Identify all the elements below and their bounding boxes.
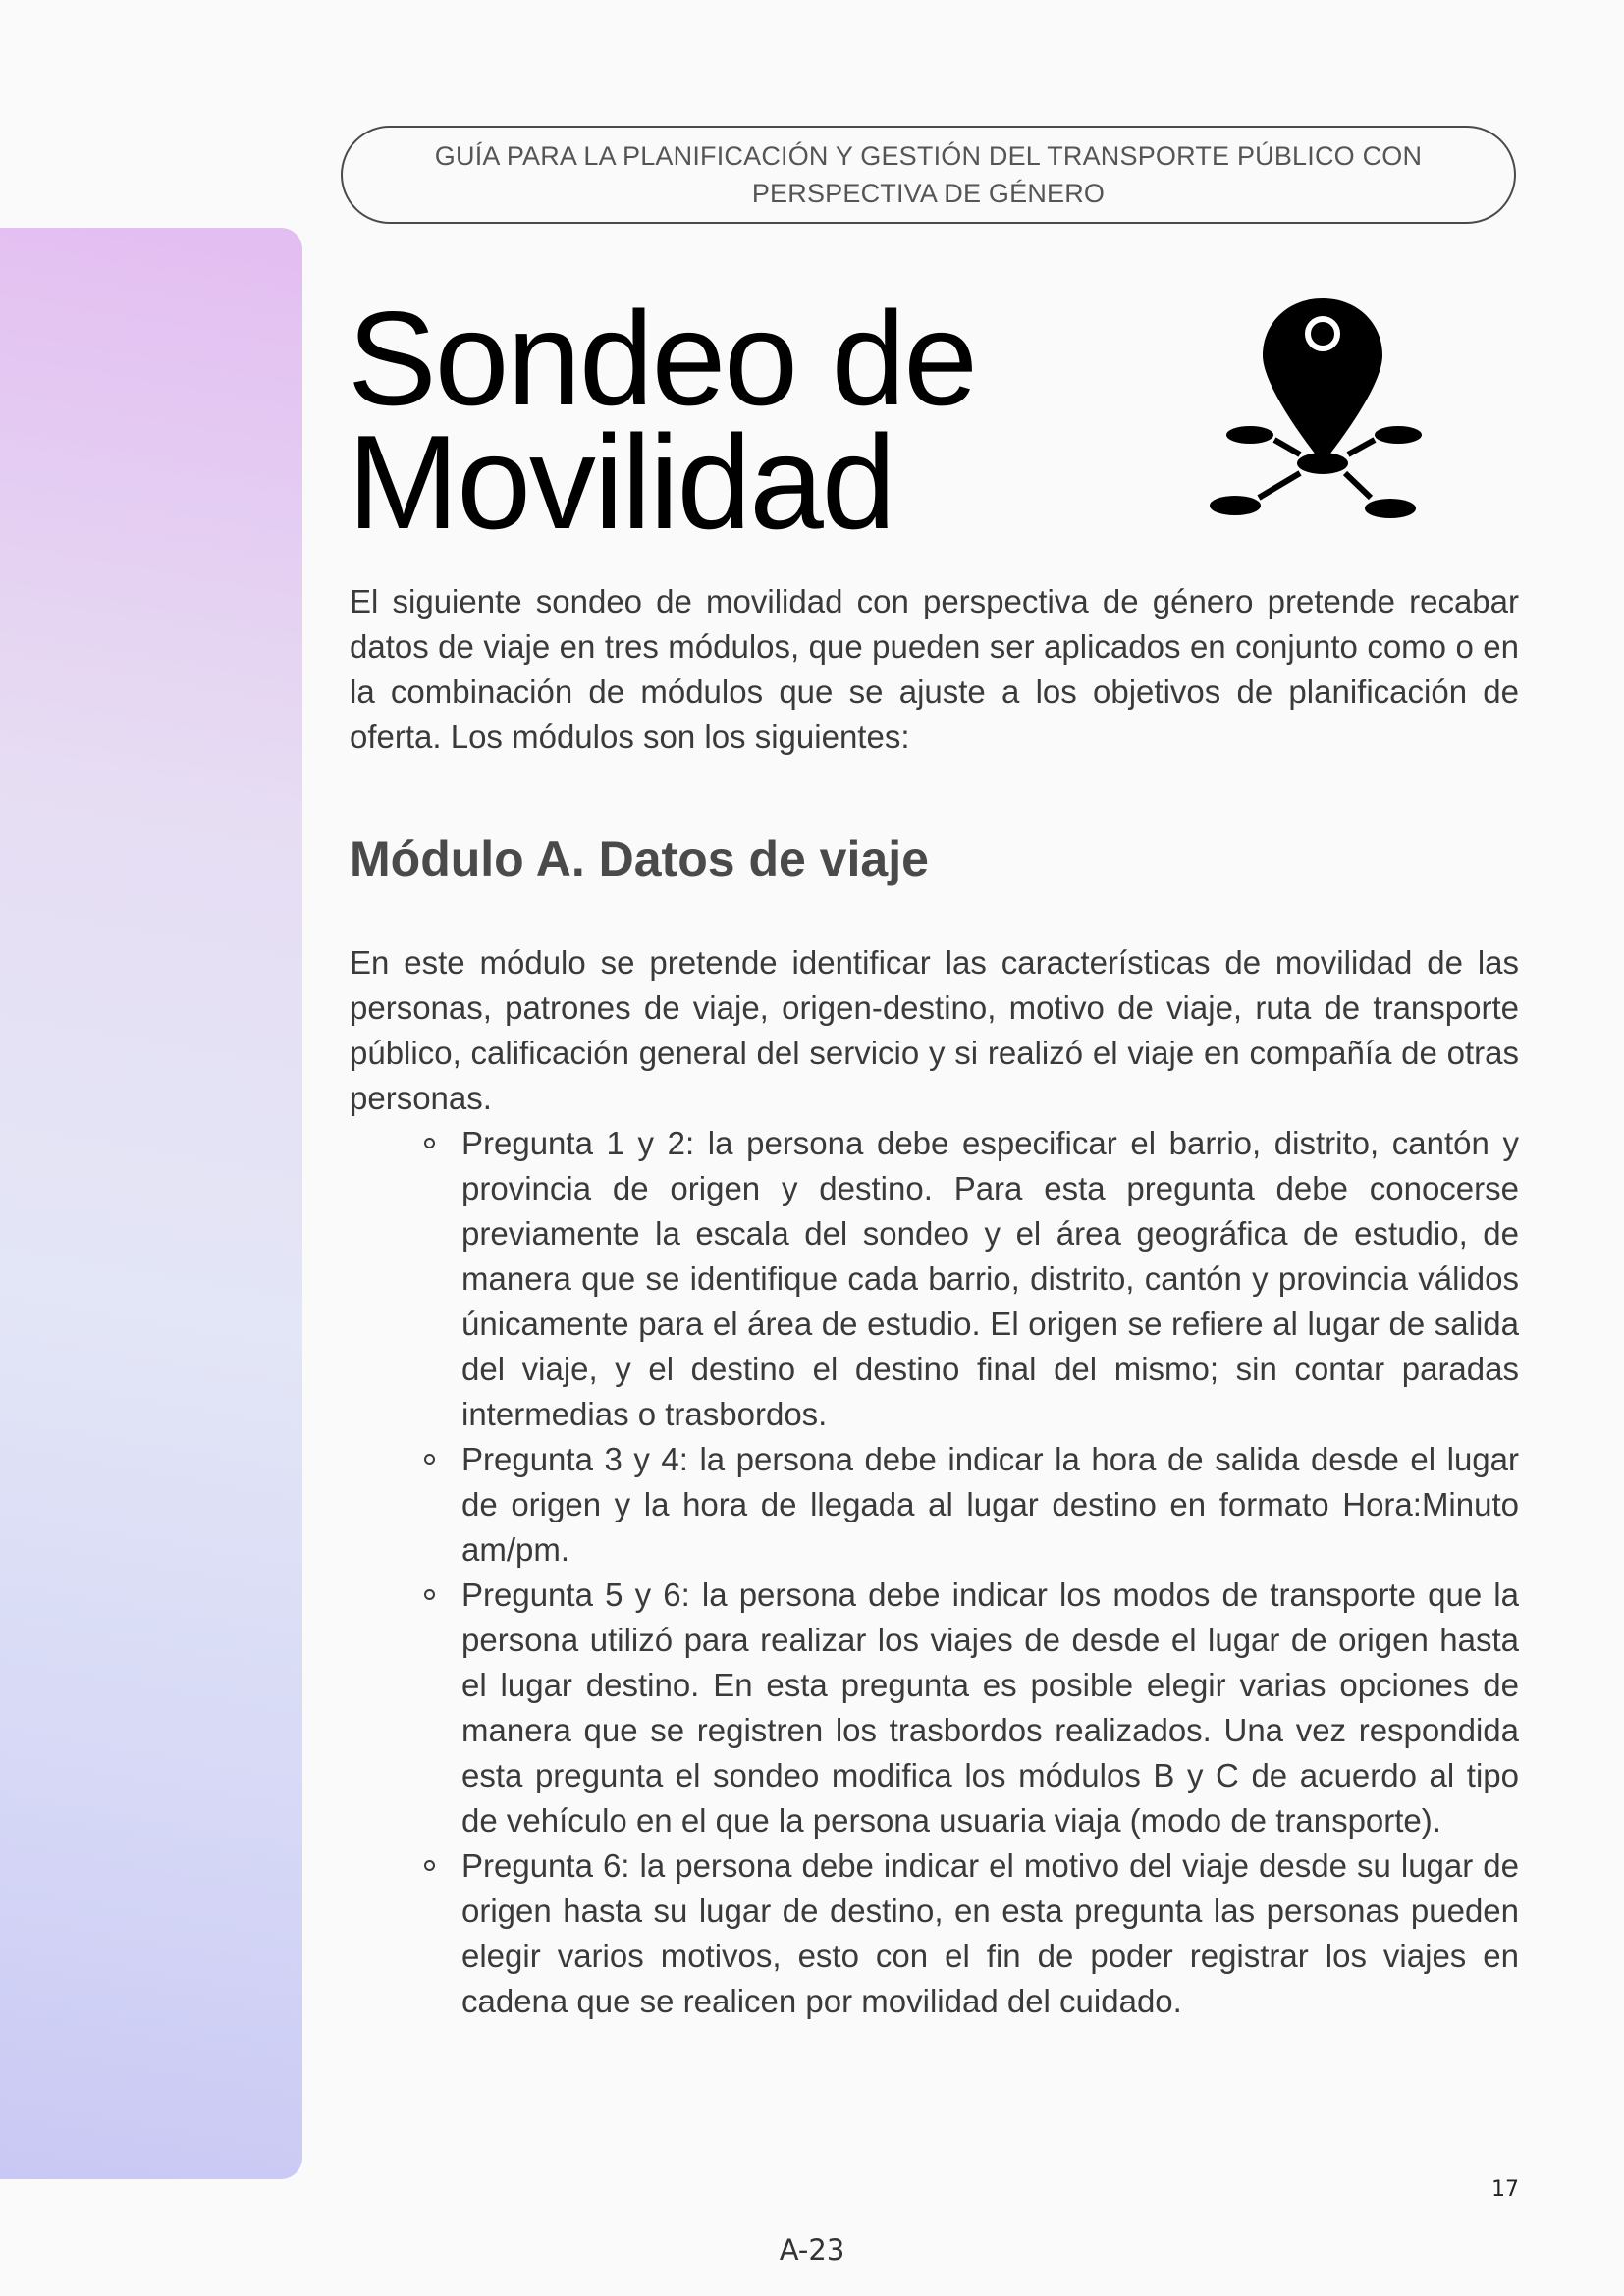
module-a-heading: Módulo A. Datos de viaje xyxy=(350,831,929,886)
list-item-text: Pregunta 6: la persona debe indicar el motivo del viaje desde su lugar de origen hasta su lugar de destino, en esta pregunta las personas pueden elegir varios motivos, esto con el fin de poder registrar los viajes en cadena que se realicen por movilidad del cuidado. xyxy=(461,1847,1519,2019)
list-item-text: Pregunta 5 y 6: la persona debe indicar los modos de transporte que la persona utilizó para realizar los viajes de desde el lugar de origen hasta el lugar destino. En esta pregunta es posible elegir varias opciones de manera que se registren los trasbordos realizados. Una vez respondida esta pregunta el sondeo modifica los módulos B y C de acuerdo al tipo de vehículo en el que la persona usuaria viaja (modo de transporte). xyxy=(461,1576,1519,1839)
list-item-text: Pregunta 3 y 4: la persona debe indicar la hora de salida desde el lugar de origen y la hora de llegada al lugar destino en formato Hora:Minuto am/pm. xyxy=(461,1441,1519,1568)
list-item xyxy=(350,1573,1519,1843)
intro-paragraph: El siguiente sondeo de movilidad con perspectiva de género pretende recabar datos de viaje en tres módulos, que pueden ser aplicados en conjunto como o en la combinación de módulos que se ajuste a los objetivos de planificación de oferta. Los módulos son los siguientes: xyxy=(350,583,1519,755)
module-a-intro: En este módulo se pretende identificar las características de movilidad de las personas, patrones de viaje, origen-destino, motivo de viaje, ruta de transporte público, calificación general del servicio y si realizó el viaje en compañía de otras personas. xyxy=(350,944,1519,1116)
list-item xyxy=(350,1437,1519,1573)
list-item-text: Pregunta 1 y 2: la persona debe especificar el barrio, distrito, cantón y provincia de origen y destino. Para esta pregunta debe conocerse previamente la escala del sondeo y el área geográfica de estudio, de manera que se identifique cada barrio, distrito, cantón y provincia válidos únicamente para el área de estudio. El origen se refiere al lugar de salida del viaje, y el destino el destino final del mismo; sin contar paradas intermedias o trasbordos. xyxy=(461,1125,1519,1432)
page-title-line-1: Sondeo de xyxy=(348,284,976,433)
decorative-gradient-sidebar xyxy=(0,228,302,2179)
question-list xyxy=(350,1121,1519,2024)
guide-title: GUÍA PARA LA PLANIFICACIÓN Y GESTIÓN DEL TRANSPORTE PÚBLICO CON PERSPECTIVA DE GÉNERO xyxy=(434,141,1423,208)
footer-page-code: A-23 xyxy=(779,2233,845,2267)
page-number: 17 xyxy=(1491,2177,1519,2202)
circle-bullet-icon xyxy=(424,1860,435,1871)
circle-bullet-icon xyxy=(424,1589,435,1600)
map-location-network-icon xyxy=(1208,294,1438,525)
list-item xyxy=(350,1843,1519,2024)
circle-bullet-icon xyxy=(424,1138,435,1148)
circle-bullet-icon xyxy=(424,1454,435,1465)
list-item xyxy=(350,1121,1519,1437)
page-title xyxy=(348,284,1035,557)
guide-header xyxy=(341,126,1516,224)
page-title-line-2: Movilidad xyxy=(348,407,894,557)
